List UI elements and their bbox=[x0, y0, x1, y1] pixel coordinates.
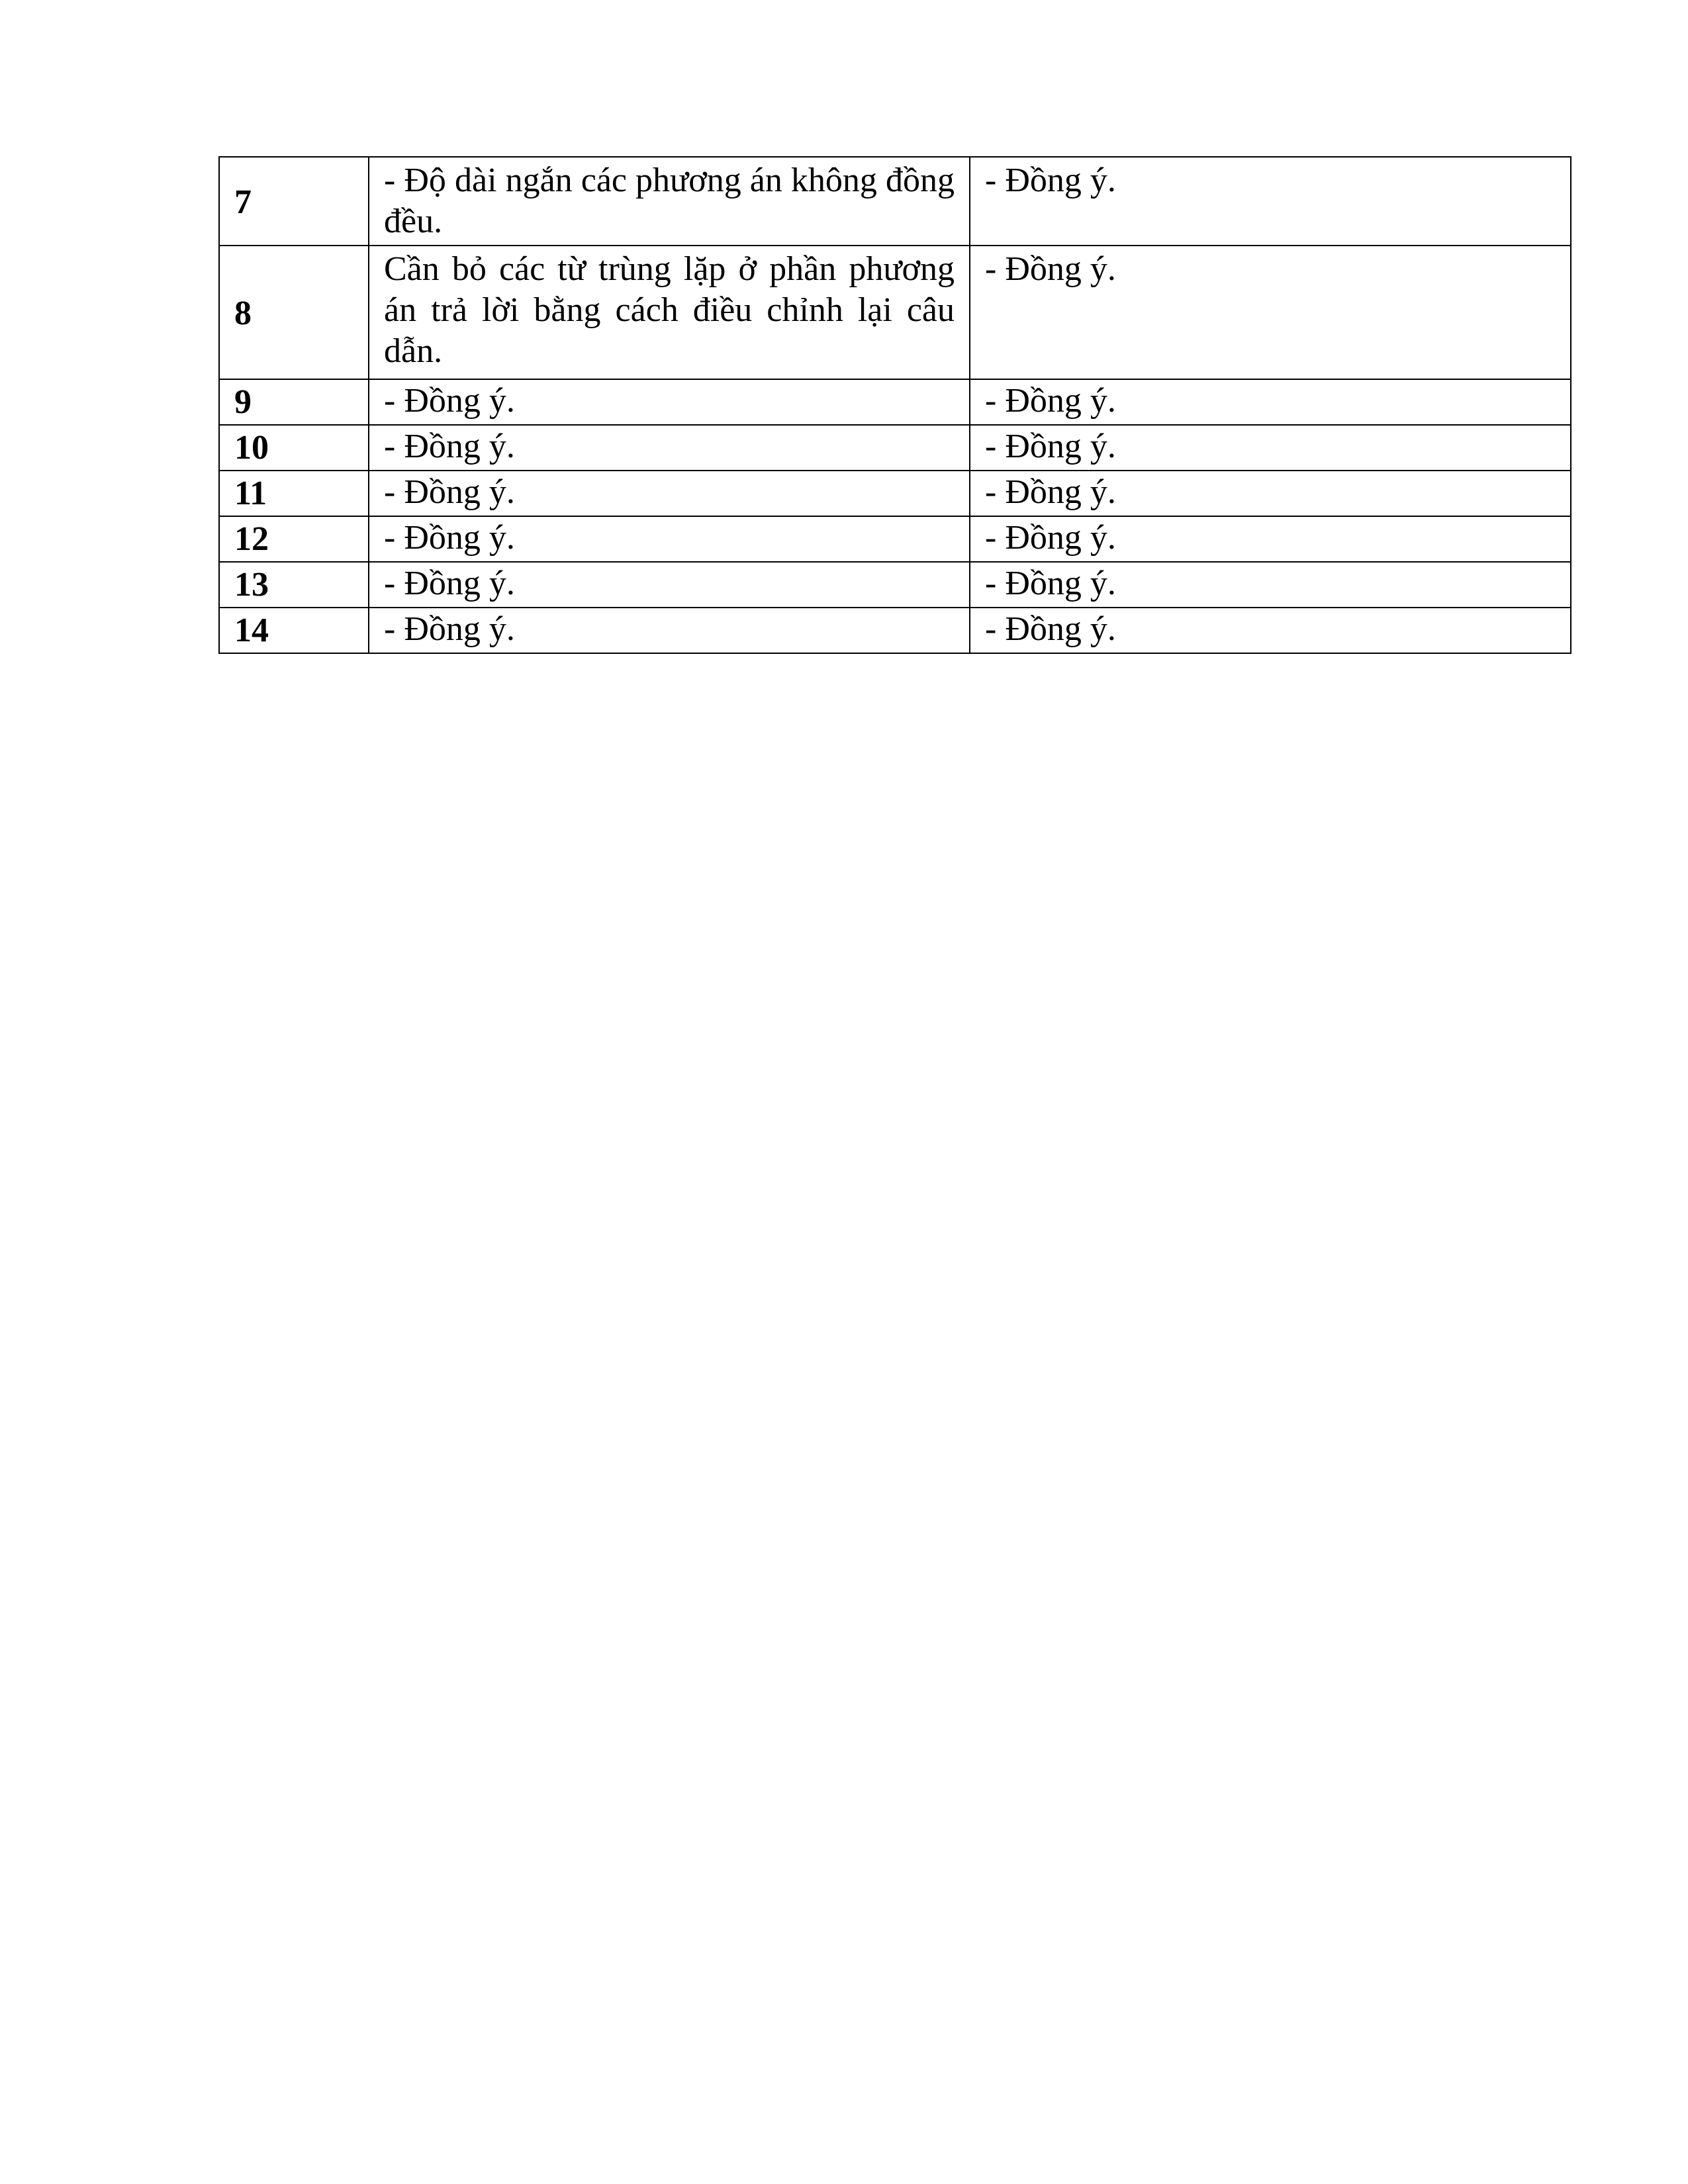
response-cell: - Đồng ý. bbox=[970, 516, 1571, 562]
comment-cell: - Độ dài ngắn các phương án không đồng đều. bbox=[369, 157, 970, 246]
comment-cell: - Đồng ý. bbox=[369, 562, 970, 608]
comment-cell: - Đồng ý. bbox=[369, 608, 970, 653]
response-cell: - Đồng ý. bbox=[970, 379, 1571, 425]
comment-cell: - Đồng ý. bbox=[369, 425, 970, 471]
table-row bbox=[219, 246, 1571, 379]
response-cell: - Đồng ý. bbox=[970, 246, 1571, 379]
comment-cell: Cần bỏ các từ trùng lặp ở phần phương án trả lời bằng cách điều chỉnh lại câu dẫn. bbox=[369, 246, 970, 379]
comment-cell: - Đồng ý. bbox=[369, 471, 970, 516]
row-number: 14 bbox=[219, 608, 369, 653]
table-row bbox=[219, 157, 1571, 246]
comment-cell: - Đồng ý. bbox=[369, 379, 970, 425]
review-table bbox=[218, 156, 1571, 654]
table-row bbox=[219, 516, 1571, 562]
row-number: 11 bbox=[219, 471, 369, 516]
response-cell: - Đồng ý. bbox=[970, 562, 1571, 608]
response-cell: - Đồng ý. bbox=[970, 157, 1571, 246]
response-cell: - Đồng ý. bbox=[970, 608, 1571, 653]
response-cell: - Đồng ý. bbox=[970, 471, 1571, 516]
row-number: 13 bbox=[219, 562, 369, 608]
response-cell: - Đồng ý. bbox=[970, 425, 1571, 471]
row-number: 12 bbox=[219, 516, 369, 562]
table-row bbox=[219, 608, 1571, 653]
table-row bbox=[219, 379, 1571, 425]
row-number: 7 bbox=[219, 157, 369, 246]
table-row bbox=[219, 562, 1571, 608]
table-row bbox=[219, 471, 1571, 516]
row-number: 8 bbox=[219, 246, 369, 379]
table-row bbox=[219, 425, 1571, 471]
row-number: 10 bbox=[219, 425, 369, 471]
row-number: 9 bbox=[219, 379, 369, 425]
comment-cell: - Đồng ý. bbox=[369, 516, 970, 562]
